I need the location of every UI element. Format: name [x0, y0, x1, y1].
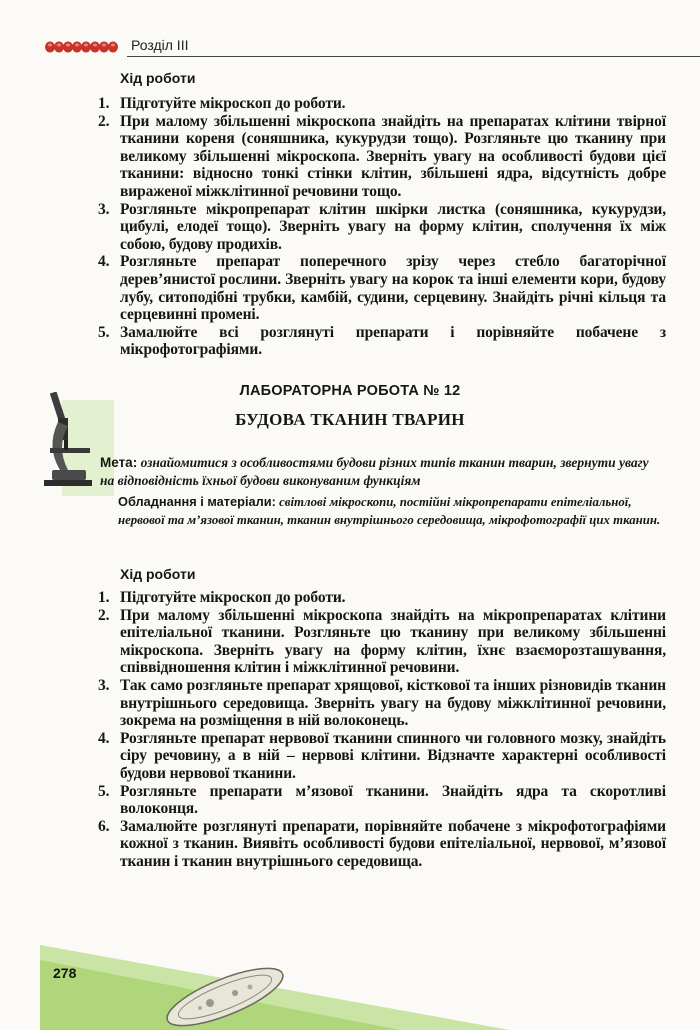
- header-divider: [127, 56, 700, 57]
- page-header: [45, 36, 657, 60]
- page-number: 278: [53, 965, 77, 981]
- list-item: 5. Розгляньте препарати м’язової тканини. Знайдіть ядра та скоротливі волоконця.: [98, 782, 666, 818]
- procedure-list-1: [98, 95, 666, 359]
- section-decoration-icon: [45, 41, 125, 53]
- procedure-heading-2: Хід роботи: [120, 566, 196, 582]
- lab-number: ЛАБОРАТОРНА РОБОТА № 12: [239, 383, 461, 399]
- list-item: 1. Підготуйте мікроскоп до роботи.: [98, 95, 346, 112]
- list-item: 5. Замалюйте всі розглянуті препарати і порівняйте побачене з мікрофотографіями.: [98, 323, 666, 359]
- list-item: 6. Замалюйте розглянуті препарати, порівняйте побачене з мікрофотографіями кожної з тканин. Виявіть особливості будови епітеліальної, нервової, м’язової тканин і тканин внутрішнього середовища.: [98, 817, 666, 870]
- goal-label: Мета:: [100, 455, 138, 470]
- procedure-heading: Хід роботи: [120, 70, 196, 86]
- goal-text: ознайомитися з особливостями будови різних типів тканин тварин, звернути увагу на відповідність їхньої будови виконуваним функціям: [100, 455, 649, 488]
- lab-title: БУДОВА ТКАНИН ТВАРИН: [235, 410, 465, 429]
- list-item: 2. При малому збільшенні мікроскопа знайдіть на мікропрепаратах клітини епітеліальної тканини. Розгляньте цю тканину при великому збільшенні мікроскопа. Зверніть увагу на форму клітин, їхнє взаєморозташування, співвідношення клітин і міжклітинної речовини.: [98, 606, 666, 677]
- list-item: 4. Розгляньте препарат поперечного зрізу через стебло багаторічної дерев’янистої рослини. Зверніть увагу на корок та інші елементи кори, будову лубу, ситоподібні трубки, камбій, судини, серцевину. Знайдіть річні кільця та серцевинні промені.: [98, 253, 666, 324]
- list-item: 4. Розгляньте препарат нервової тканини спинного чи головного мозку, знайдіть сіру речовину, а в ній – нервові клітини. Відзначте характерні особливості будови нервової тканини.: [98, 729, 666, 782]
- cell-illustration-icon: [40, 935, 510, 1030]
- list-item: 3. Так само розгляньте препарат хрящової, кісткової та інших різновидів тканин внутрішнього середовища. Зверніть увагу на будову міжклітинної речовини, зокрема на розміщення в ній волоконець.: [98, 676, 666, 730]
- section-title: Розділ ІІІ: [131, 37, 189, 53]
- procedure-list-2: [98, 589, 666, 871]
- materials-text: світлові мікроскопи, постійні мікропрепарати епітеліальної, нервової та м’язової тканин, тканин внутрішнього середовища, мікрофотографії цих тканин.: [118, 495, 661, 527]
- list-item: 1. Підготуйте мікроскоп до роботи.: [98, 589, 346, 606]
- list-item: 2. При малому збільшенні мікроскопа знайдіть на препаратах клітини твірної тканини кореня (соняшника, кукурудзи тощо). Розгляньте цю тканину при великому збільшенні мікроскопа. Зверніть увагу на особливості будови цієї тканини: відносно тонкі стінки клітин, збільшені ядра, відсутність добре вираженої міжклітинної речовини тощо.: [98, 112, 666, 200]
- materials-label: Обладнання і матеріали:: [118, 494, 276, 509]
- lab-materials: [118, 493, 664, 529]
- list-item: 3. Розгляньте мікропрепарат клітин шкірки листка (соняшника, кукурудзи, цибулі, елодеї тощо). Зверніть увагу на форму клітин, сполучення їх між собою, будову продихів.: [98, 200, 666, 253]
- lab-goal: [100, 454, 660, 490]
